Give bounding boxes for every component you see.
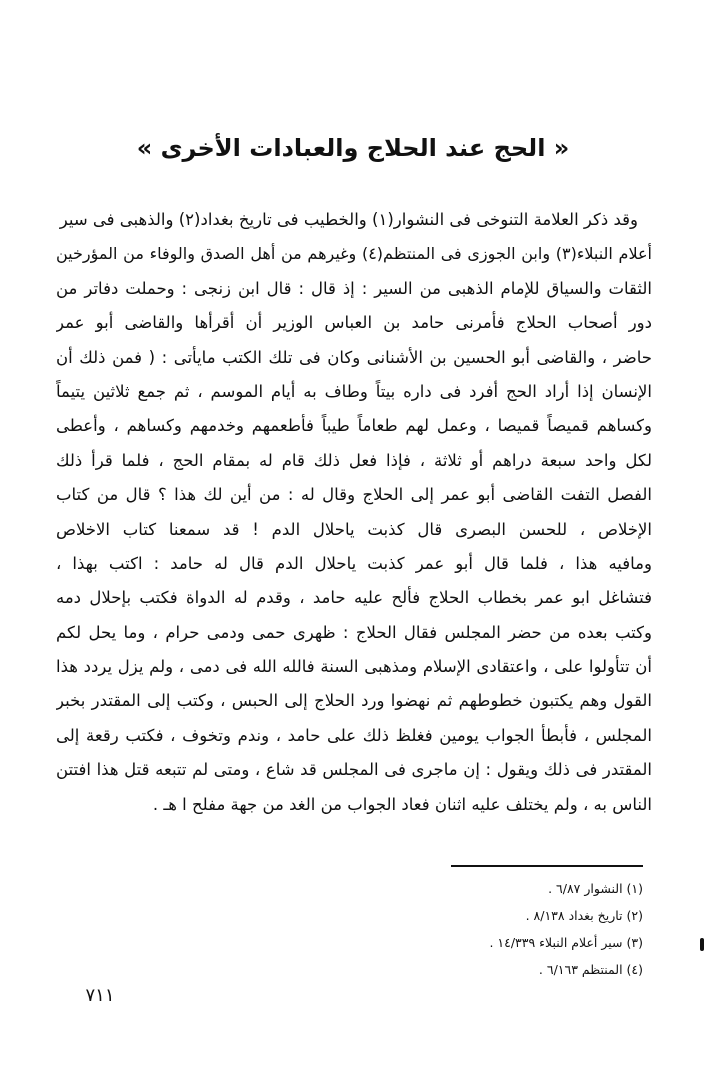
footnote-separator (451, 865, 643, 867)
text-line: القول وهم يكتبون خطوطهم ثم نهضوا ورد الحلاج إلى الحبس ، وكتب إلى المقتدر بخبر (56, 691, 652, 711)
footnote: (٤) المنتظم ٦/١٦٣ . (538, 962, 643, 977)
body-text (56, 203, 652, 822)
text-line: المجلس ، فأبطأ الجواب يومين فغلظ ذلك على حامد ، وندم وتخوف ، فكتب رقعة إلى (56, 725, 652, 745)
text-line: أن تتأولوا على ، واعتقادى الإسلام ومذهبى السنة فالله الله فى دمى ، ولم يزل يردد هذا (56, 657, 652, 677)
footnotes (300, 875, 643, 983)
text-line: دور أصحاب الحلاج فأمرنى حامد بن العباس الوزير أن أقرأها والقاضى أبو عمر (56, 313, 652, 333)
text-line: الثقات والسياق للإمام الذهبى من السير : إذ قال : قال ابن زنجى : وحملت دفاتر من (56, 278, 652, 298)
margin-mark (700, 938, 704, 951)
text-line: وقد ذكر العلامة التنوخى فى النشوار(١) والخطيب فى تاريخ بغداد(٢) والذهبى فى سير (59, 210, 638, 229)
text-line: الإخلاص ، للحسن البصرى قال كذبت ياحلال الدم ! قد سمعنا كتاب الاخلاص (56, 519, 652, 539)
text-line: أعلام النبلاء(٣) وابن الجوزى فى المنتظم(٤) وغيرهم من أهل الصدق والوفاء من المؤرخين (56, 244, 652, 264)
page-number: ٧١١ (85, 985, 115, 1006)
footnote: (٢) تاريخ بغداد ٨/١٣٨ . (525, 908, 643, 923)
text-line: الإنسان إذا أراد الحج أفرد فى داره بيتاً وطاف به أيام الموسم ، ثم جمع ثلاثين يتيماً (56, 381, 652, 401)
text-line: حاضر ، والقاضى أبو الحسين بن الأشنانى وكان فى تلك الكتب مايأتى : ( فمن ذلك أن (56, 347, 652, 367)
text-line: وكتب بعده من حضر المجلس فقال الحلاج : ظهرى حمى ودمى حرام ، وما يحل لكم (56, 622, 652, 642)
text-line: المقتدر فى ذلك ويقول : إن ماجرى فى المجلس قد شاع ، ومتى لم تتبعه قتل هذا افتتن (56, 760, 652, 780)
text-line: لكل واحد سبعة دراهم أو ثلاثة ، فإذا فعل ذلك قام له بمقام الحج ، فلما قرأ ذلك (56, 450, 652, 470)
footnote: (٣) سير أعلام النبلاء ١٤/٣٣٩ . (489, 935, 643, 950)
text-line: الفصل التفت القاضى أبو عمر إلى الحلاج وقال له : من أين لك هذا ؟ قال من كتاب (56, 485, 652, 505)
footnote: (١) النشوار ٦/٨٧ . (548, 881, 643, 896)
text-line: ومافيه هذا ، فلما قال أبو عمر كذبت ياحلال الدم قال له حامد : اكتب بهذا ، (56, 553, 652, 573)
text-line: الناس به ، ولم يختلف عليه اثنان فعاد الجواب من الغد من جهة مفلح ا هـ . (152, 794, 652, 814)
text-line: فتشاغل ابو عمر بخطاب الحلاج فألح عليه حامد ، وقدم له الدواة فكتب بإحلال دمه (56, 588, 652, 608)
text-line: وكساهم قميصاً قميصا ، وعمل لهم طعاماً طيباً فأطعمهم وخدمهم وكساهم ، وأعطى (56, 416, 652, 436)
chapter-title: « الحج عند الحلاج والعبادات الأخرى » (136, 134, 570, 162)
